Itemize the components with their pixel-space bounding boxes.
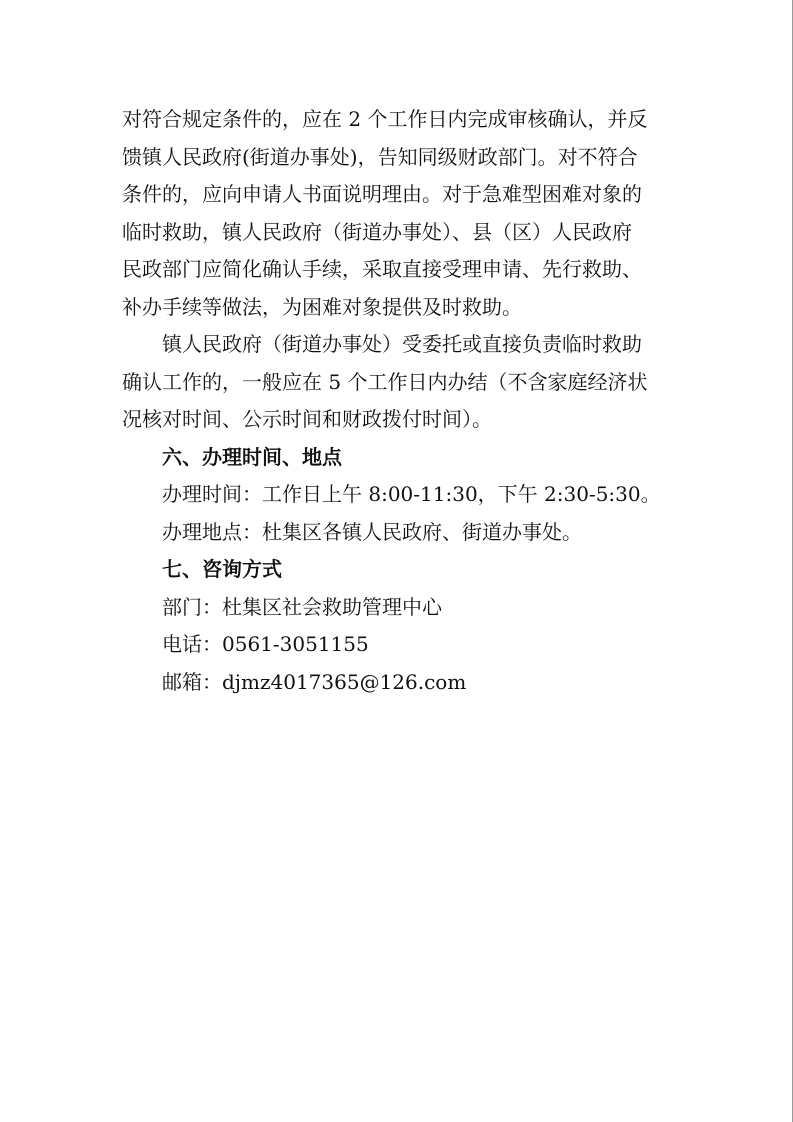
contact-department: 部门：杜集区社会救助管理中心 bbox=[162, 594, 442, 619]
paragraph-review-confirmation bbox=[122, 101, 682, 326]
text-line: 补办手续等做法，为困难对象提供及时救助。 bbox=[122, 294, 522, 319]
text-line: 民政部门应简化确认手续，采取直接受理申请、先行救助、 bbox=[122, 257, 642, 281]
text-line: 临时救助，镇人民政府（街道办事处）、县（区）人民政府 bbox=[122, 219, 632, 244]
section-contact bbox=[122, 551, 682, 701]
contact-phone: 电话：0561-3051155 bbox=[162, 632, 369, 656]
section-heading: 七、咨询方式 bbox=[162, 557, 282, 581]
text-line: 况核对时间、公示时间和财政拨付时间）。 bbox=[122, 407, 492, 431]
section-heading: 六、办理时间、地点 bbox=[162, 444, 342, 469]
text-line: 镇人民政府（街道办事处）受委托或直接负责临时救助 bbox=[162, 332, 642, 356]
section-office-hours-location bbox=[122, 439, 682, 552]
contact-email: 邮箱：djmz4017365@126.com bbox=[162, 669, 467, 694]
text-line: 确认工作的，一般应在 5 个工作日内办结（不含家庭经济状 bbox=[122, 369, 648, 394]
text-line: 条件的，应向申请人书面说明理由。对于急难型困难对象的 bbox=[122, 182, 642, 206]
office-hours: 办理时间：工作日上午 8:00-11:30，下午 2:30-5:30。 bbox=[162, 482, 661, 506]
document-body bbox=[122, 101, 682, 701]
text-line: 对符合规定条件的，应在 2 个工作日内完成审核确认，并反 bbox=[122, 107, 648, 131]
paragraph-town-government bbox=[122, 326, 682, 439]
text-line: 馈镇人民政府(街道办事处)，告知同级财政部门。对不符合 bbox=[122, 144, 638, 169]
office-location: 办理地点：杜集区各镇人民政府、街道办事处。 bbox=[162, 519, 582, 544]
